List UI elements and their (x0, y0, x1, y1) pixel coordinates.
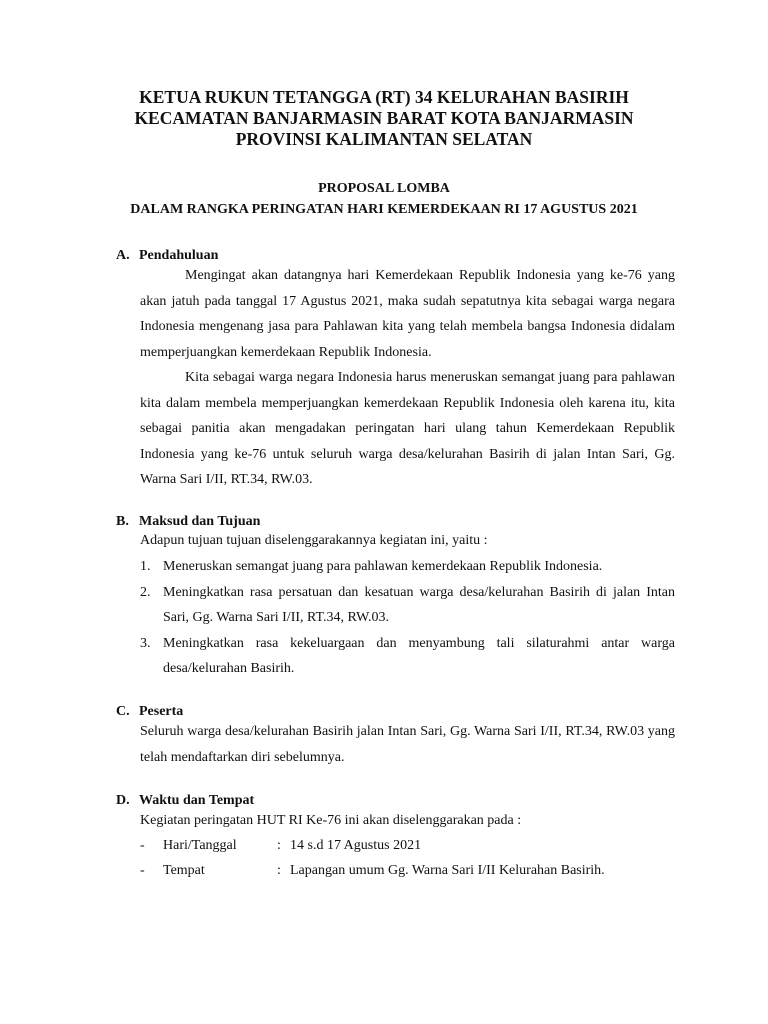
section-d-intro: Kegiatan peringatan HUT RI Ke-76 ini akan diselenggarakan pada : (140, 813, 522, 828)
detail-value: Lapangan umum Gg. Warna Sari I/II Kelurahan Basirih. (290, 863, 605, 878)
section-b-letter: B. (116, 514, 129, 529)
section-a-heading (116, 248, 218, 264)
header-line-1: KETUA RUKUN TETANGGA (RT) 34 KELURAHAN BASIRIH (139, 87, 629, 107)
section-a-paragraph-1: Mengingat akan datangnya hari Kemerdekaan Republik Indonesia yang ke-76 yang akan jatuh pada tanggal 17 Agustus 2021, maka sudah sepatutnya kita sebagai warga negara Indonesia mengenang jasa para Pahlawan kita yang telah membela bangsa Indonesia didalam memperjuangkan kemerdekaan Republik Indonesia. (140, 268, 675, 360)
section-b-intro: Adapun tujuan tujuan diselenggarakannya kegiatan ini, yaitu : (140, 533, 488, 548)
section-b-title: Maksud dan Tujuan (139, 514, 261, 529)
list-item (140, 631, 675, 682)
section-b-list (140, 554, 675, 682)
proposal-heading (0, 178, 768, 220)
detail-key: Hari/Tanggal (163, 838, 237, 853)
section-d-letter: D. (116, 793, 130, 808)
proposal-title: PROPOSAL LOMBA (318, 181, 450, 196)
list-item-number: 2. (140, 584, 151, 600)
detail-key: Tempat (163, 863, 205, 878)
list-item-text: Meningkatkan rasa kekeluargaan dan menyambung tali silaturahmi antar warga desa/kelurahan Basirih. (163, 635, 675, 676)
detail-colon: : (277, 863, 281, 878)
list-item-number: 3. (140, 635, 151, 651)
detail-colon: : (277, 838, 281, 853)
list-item (140, 554, 675, 580)
detail-dash: - (140, 838, 145, 853)
section-a-letter: A. (116, 248, 130, 263)
section-a-paragraph-2: Kita sebagai warga negara Indonesia harus meneruskan semangat juang para pahlawan kita dalam membela memperjuangkan kemerdekaan Republik Indonesia oleh karena itu, kita sebagai panitia akan mengadakan peringatan hari ulang tahun Kemerdekaan Republik Indonesia yang ke-76 untuk seluruh warga desa/kelurahan Basirih di jalan Intan Sari, Gg. Warna Sari I/II, RT.34, RW.03. (140, 370, 675, 487)
list-item-text: Meneruskan semangat juang para pahlawan kemerdekaan Republik Indonesia. (163, 559, 603, 574)
proposal-subtitle: DALAM RANGKA PERINGATAN HARI KEMERDEKAAN RI 17 AGUSTUS 2021 (130, 202, 638, 217)
section-c-heading (116, 704, 183, 720)
section-c-letter: C. (116, 704, 130, 719)
section-d-heading (116, 793, 254, 809)
header-line-3: PROVINSI KALIMANTAN SELATAN (235, 129, 533, 149)
list-item-text: Meningkatkan rasa persatuan dan kesatuan warga desa/kelurahan Basirih di jalan Intan Sari, Gg. Warna Sari I/II, RT.34, RW.03. (163, 584, 675, 625)
document-header (0, 87, 768, 150)
header-line-2: KECAMATAN BANJARMASIN BARAT KOTA BANJARMASIN (134, 108, 634, 128)
section-d-title: Waktu dan Tempat (139, 793, 255, 808)
list-item (140, 580, 675, 631)
section-c-paragraph: Seluruh warga desa/kelurahan Basirih jalan Intan Sari, Gg. Warna Sari I/II, RT.34, RW.03 yang telah mendaftarkan diri sebelumnya. (140, 724, 675, 765)
detail-dash: - (140, 863, 145, 878)
list-item-number: 1. (140, 559, 151, 574)
section-a-title: Pendahuluan (139, 248, 219, 263)
detail-value: 14 s.d 17 Agustus 2021 (290, 838, 422, 853)
section-b-heading (116, 514, 260, 530)
section-c-title: Peserta (139, 704, 184, 719)
